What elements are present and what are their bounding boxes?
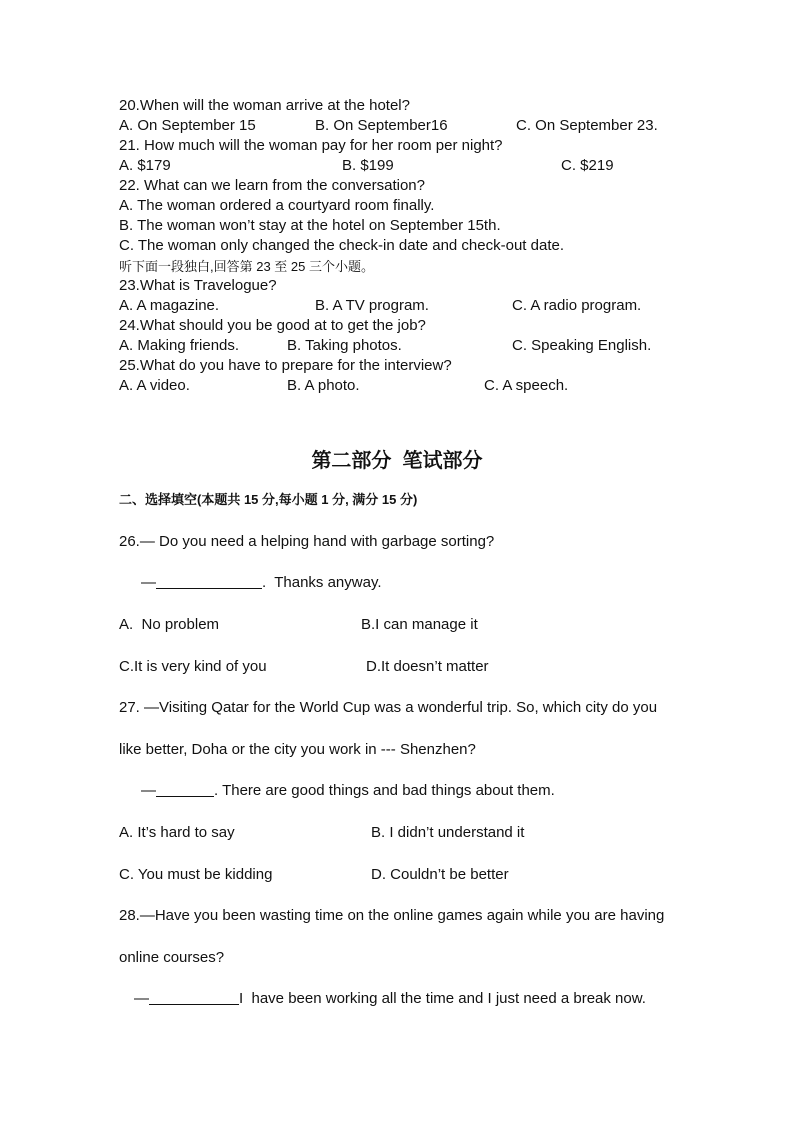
question-23-option-a: A. A magazine. xyxy=(119,297,220,314)
question-28-response xyxy=(134,989,646,1009)
question-20-option-c: C. On September 23. xyxy=(516,117,658,134)
question-22-option-c: C. The woman only changed the check-in date and check-out date. xyxy=(119,237,564,254)
response-text: . Thanks anyway. xyxy=(262,574,382,591)
response-text: . There are good things and bad things about them. xyxy=(214,782,555,799)
question-25-option-b: B. A photo. xyxy=(287,377,360,394)
question-28-stem-line-2: online courses? xyxy=(119,949,225,966)
response-text: I have been working all the time and I just need a break now. xyxy=(239,990,646,1007)
question-20-stem: 20.When will the woman arrive at the hotel? xyxy=(119,97,410,114)
question-26-option-a: A. No problem xyxy=(119,616,220,633)
question-24-option-b: B. Taking photos. xyxy=(287,337,402,354)
question-26-stem: 26.— Do you need a helping hand with garbage sorting? xyxy=(119,533,495,550)
answer-blank xyxy=(156,575,262,589)
question-21-option-b: B. $199 xyxy=(342,157,394,174)
question-28-stem-line-1: 28.—Have you been wasting time on the online games again while you are having xyxy=(119,907,665,924)
question-25-stem: 25.What do you have to prepare for the interview? xyxy=(119,357,452,374)
question-25-option-c: C. A speech. xyxy=(484,377,569,394)
question-27-stem-line-2: like better, Doha or the city you work in --- Shenzhen? xyxy=(119,741,476,758)
question-27-option-c: C. You must be kidding xyxy=(119,866,273,883)
question-27-option-a: A. It’s hard to say xyxy=(119,824,235,841)
question-24-stem: 24.What should you be good at to get the job? xyxy=(119,317,426,334)
question-27-stem-line-1: 27. —Visiting Qatar for the World Cup was a wonderful trip. So, which city do you xyxy=(119,699,658,716)
question-27-response xyxy=(141,781,555,801)
answer-blank xyxy=(156,783,214,797)
question-25-option-a: A. A video. xyxy=(119,377,190,394)
question-27-option-d: D. Couldn’t be better xyxy=(371,866,509,883)
question-22-option-a: A. The woman ordered a courtyard room finally. xyxy=(119,197,435,214)
question-24-option-c: C. Speaking English. xyxy=(512,337,652,354)
question-20-option-b: B. On September16 xyxy=(315,117,448,134)
question-26-response xyxy=(141,573,382,593)
response-dash: — xyxy=(141,782,156,799)
question-21-option-c: C. $219 xyxy=(561,157,614,174)
question-26-option-d: D.It doesn’t matter xyxy=(366,658,489,675)
part-two-title: 第二部分 笔试部分 xyxy=(311,450,483,472)
question-22-option-b: B. The woman won’t stay at the hotel on September 15th. xyxy=(119,217,501,234)
question-20-option-a: A. On September 15 xyxy=(119,117,256,134)
response-dash: — xyxy=(134,990,149,1007)
question-26-option-c: C.It is very kind of you xyxy=(119,658,267,675)
question-26-option-b: B.I can manage it xyxy=(361,616,478,633)
listening-instruction: 听下面一段独白,回答第 23 至 25 三个小题。 xyxy=(119,259,374,274)
question-21-stem: 21. How much will the woman pay for her room per night? xyxy=(119,137,503,154)
section-heading: 二、选择填空(本题共 15 分,每小题 1 分, 满分 15 分) xyxy=(119,492,418,507)
question-22-stem: 22. What can we learn from the conversation? xyxy=(119,177,425,194)
response-dash: — xyxy=(141,574,156,591)
question-23-option-b: B. A TV program. xyxy=(315,297,429,314)
question-24-option-a: A. Making friends. xyxy=(119,337,240,354)
question-23-stem: 23.What is Travelogue? xyxy=(119,277,277,294)
question-23-option-c: C. A radio program. xyxy=(512,297,642,314)
question-27-option-b: B. I didn’t understand it xyxy=(371,824,525,841)
answer-blank xyxy=(149,991,239,1005)
question-21-option-a: A. $179 xyxy=(119,157,171,174)
